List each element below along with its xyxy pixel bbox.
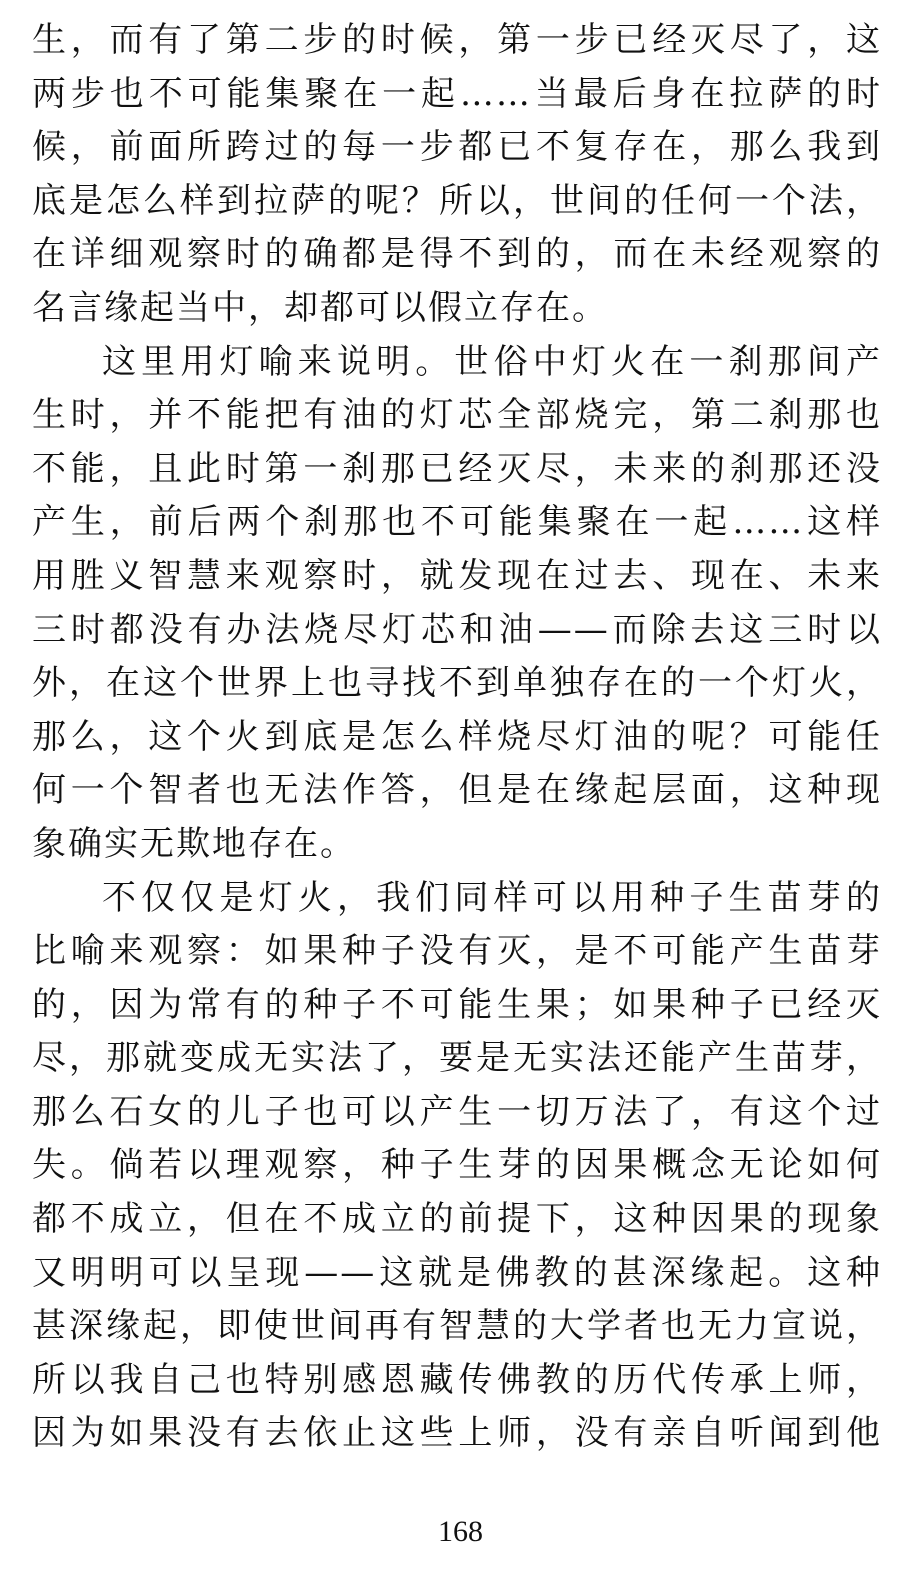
text-line: 生时，并不能把有油的灯芯全部烧完，第二刹那也 bbox=[32, 395, 882, 436]
text-line: 生，而有了第二步的时候，第一步已经灭尽了，这 bbox=[32, 20, 882, 60]
text-line: 两步也不可能集聚在一起……当最后身在拉萨的时 bbox=[32, 73, 882, 114]
text-line: 三时都没有办法烧尽灯芯和油——而除去这三时以 bbox=[32, 609, 882, 650]
text-line: 用胜义智慧来观察时，就发现在过去、现在、未来 bbox=[32, 555, 882, 596]
text-line: 不能，且此时第一刹那已经灭尽，未来的刹那还没 bbox=[32, 448, 882, 489]
page-number: 168 bbox=[438, 1515, 483, 1548]
text-line: 产生，前后两个刹那也不可能集聚在一起……这样 bbox=[32, 502, 882, 543]
body-text bbox=[32, 14, 882, 1461]
text-line: 外，在这个世界上也寻找不到单独存在的一个灯火， bbox=[32, 663, 882, 704]
text-line: 候，前面所跨过的每一步都已不复存在，那么我到 bbox=[32, 127, 882, 168]
text-line: 这里用灯喻来说明。世俗中灯火在一刹那间产 bbox=[102, 341, 882, 382]
text-line: 又明明可以呈现——这就是佛教的甚深缘起。这种 bbox=[32, 1252, 882, 1293]
text-line: 不仅仅是灯火，我们同样可以用种子生苗芽的 bbox=[102, 877, 882, 918]
text-line: 的，因为常有的种子不可能生果；如果种子已经灭 bbox=[32, 984, 882, 1025]
text-line: 何一个智者也无法作答，但是在缘起层面，这种现 bbox=[32, 770, 882, 811]
text-line: 名言缘起当中，却都可以假立存在。 bbox=[32, 287, 608, 328]
text-line: 所以我自己也特别感恩藏传佛教的历代传承上师， bbox=[32, 1359, 882, 1400]
text-line: 比喻来观察：如果种子没有灭，是不可能产生苗芽 bbox=[32, 931, 882, 972]
text-line: 象确实无欺地存在。 bbox=[32, 823, 356, 864]
text-line: 那么石女的儿子也可以产生一切万法了，有这个过 bbox=[32, 1091, 882, 1132]
text-line: 尽，那就变成无实法了，要是无实法还能产生苗芽， bbox=[32, 1038, 882, 1079]
text-line: 都不成立，但在不成立的前提下，这种因果的现象 bbox=[32, 1199, 882, 1240]
text-line: 底是怎么样到拉萨的呢？所以，世间的任何一个法， bbox=[32, 180, 882, 221]
text-line: 甚深缘起，即使世间再有智慧的大学者也无力宣说， bbox=[32, 1306, 882, 1347]
text-line: 因为如果没有去依止这些上师，没有亲自听闻到他 bbox=[32, 1413, 882, 1454]
text-line: 在详细观察时的确都是得不到的，而在未经观察的 bbox=[32, 234, 882, 275]
text-line: 失。倘若以理观察，种子生芽的因果概念无论如何 bbox=[32, 1145, 882, 1186]
text-line: 那么，这个火到底是怎么样烧尽灯油的呢？可能任 bbox=[32, 716, 882, 757]
